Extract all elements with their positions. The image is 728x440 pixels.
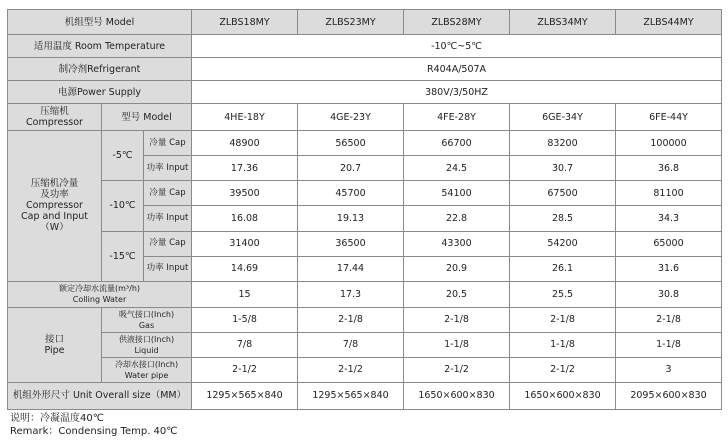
input-value: 22.8 xyxy=(404,206,510,231)
input-value: 30.7 xyxy=(510,156,616,181)
compressor-label-en: Compressor xyxy=(26,117,83,129)
pipe-row-label-en: Liquid xyxy=(134,345,159,355)
pipe-value: 2-1/8 xyxy=(510,307,616,332)
size-row xyxy=(8,382,722,409)
pipe-value: 2-1/8 xyxy=(616,307,722,332)
model-name: ZLBS18MY xyxy=(192,10,298,35)
cooling-water-value: 25.5 xyxy=(510,281,616,307)
cap-value: 45700 xyxy=(298,181,404,206)
input-label: 功率 Input xyxy=(144,156,192,181)
compressor-model: 4GE-23Y xyxy=(298,104,404,131)
pipe-value: 2-1/8 xyxy=(298,307,404,332)
pipe-row xyxy=(8,307,722,332)
pipe-value: 1-5/8 xyxy=(192,307,298,332)
pipe-value: 1-1/8 xyxy=(616,332,722,357)
pipe-row-label xyxy=(102,307,192,332)
model-name: ZLBS34MY xyxy=(510,10,616,35)
pipe-value: 7/8 xyxy=(192,332,298,357)
compressor-label xyxy=(8,104,102,131)
pipe-label-cn: 接口 xyxy=(44,333,64,345)
cap-value: 66700 xyxy=(404,131,510,156)
model-row xyxy=(8,10,722,35)
compressor-model: 6FE-44Y xyxy=(616,104,722,131)
pipe-value: 2-1/2 xyxy=(510,357,616,382)
input-value: 19.13 xyxy=(298,206,404,231)
pipe-value: 2-1/2 xyxy=(404,357,510,382)
pipe-row xyxy=(8,332,722,357)
size-value: 1650×600×830 xyxy=(510,382,616,409)
remark-cn: 说明：冷凝温度40℃ xyxy=(10,413,104,424)
room-temp-label: 适用温度 Room Temperature xyxy=(8,35,192,58)
refrigerant-row xyxy=(8,58,722,81)
compressor-row xyxy=(8,104,722,131)
input-value: 28.5 xyxy=(510,206,616,231)
power-value: 380V/3/50HZ xyxy=(192,81,722,104)
pipe-row-label-cn: 供液接口(Inch) xyxy=(118,334,175,344)
pipe-value: 2-1/8 xyxy=(404,307,510,332)
compressor-model: 4FE-28Y xyxy=(404,104,510,131)
cooling-water-value: 15 xyxy=(192,281,298,307)
refrigerant-value: R404A/507A xyxy=(192,58,722,81)
room-temp-value: -10℃~5℃ xyxy=(192,35,722,58)
cooling-water-value: 17.3 xyxy=(298,281,404,307)
room-temp-row xyxy=(8,35,722,58)
input-value: 20.7 xyxy=(298,156,404,181)
size-value: 1295×565×840 xyxy=(298,382,404,409)
input-value: 24.5 xyxy=(404,156,510,181)
cooling-water-row xyxy=(8,281,722,307)
cap-value: 54200 xyxy=(510,231,616,256)
model-label: 机组型号 Model xyxy=(8,10,192,35)
input-value: 20.9 xyxy=(404,256,510,281)
input-value: 14.69 xyxy=(192,256,298,281)
input-value: 34.3 xyxy=(616,206,722,231)
cooling-water-value: 30.8 xyxy=(616,281,722,307)
cap-label: 冷量 Cap xyxy=(144,181,192,206)
input-value: 26.1 xyxy=(510,256,616,281)
size-value: 1295×565×840 xyxy=(192,382,298,409)
refrigerant-label: 制冷剂Refrigerant xyxy=(8,58,192,81)
compressor-model-label: 型号 Model xyxy=(102,104,192,131)
cap-value: 31400 xyxy=(192,231,298,256)
cap-value: 67500 xyxy=(510,181,616,206)
cap-value: 36500 xyxy=(298,231,404,256)
pipe-value: 7/8 xyxy=(298,332,404,357)
cap-value: 83200 xyxy=(510,131,616,156)
size-label: 机组外形尺寸 Unit Overall size（MM） xyxy=(8,382,192,409)
capacity-label-en: Cap and Input xyxy=(21,211,88,223)
pipe-value: 1-1/8 xyxy=(404,332,510,357)
capacity-label xyxy=(8,131,102,281)
model-name: ZLBS28MY xyxy=(404,10,510,35)
cap-value: 48900 xyxy=(192,131,298,156)
cooling-water-label-cn: 额定冷却水流量(m³/h) xyxy=(59,284,141,294)
cap-value: 65000 xyxy=(616,231,722,256)
pipe-row-label-en: Water pipe xyxy=(124,370,169,380)
pipe-value: 3 xyxy=(616,357,722,382)
remark-en: Remark：Condensing Temp. 40℃ xyxy=(10,426,178,437)
capacity-label-en: Compressor xyxy=(26,200,83,212)
pipe-value: 2-1/2 xyxy=(298,357,404,382)
model-name: ZLBS44MY xyxy=(616,10,722,35)
pipe-label-en: Pipe xyxy=(44,344,65,356)
cap-row xyxy=(8,131,722,156)
capacity-label-cn: 及功率 xyxy=(40,189,69,201)
input-label: 功率 Input xyxy=(144,256,192,281)
capacity-label-cn: 压缩机冷量 xyxy=(30,178,79,190)
cap-label: 冷量 Cap xyxy=(144,131,192,156)
compressor-label-cn: 压缩机 xyxy=(40,106,69,118)
pipe-row-label-en: Gas xyxy=(138,320,155,330)
compressor-model: 4HE-18Y xyxy=(192,104,298,131)
spec-table xyxy=(7,9,722,410)
cap-value: 43300 xyxy=(404,231,510,256)
input-value: 36.8 xyxy=(616,156,722,181)
input-label: 功率 Input xyxy=(144,206,192,231)
compressor-model: 6GE-34Y xyxy=(510,104,616,131)
cap-value: 81100 xyxy=(616,181,722,206)
pipe-value: 2-1/2 xyxy=(192,357,298,382)
size-value: 1650×600×830 xyxy=(404,382,510,409)
cap-row xyxy=(8,181,722,206)
remarks xyxy=(10,412,178,438)
size-value: 2095×600×830 xyxy=(616,382,722,409)
input-value: 16.08 xyxy=(192,206,298,231)
cap-value: 54100 xyxy=(404,181,510,206)
pipe-label xyxy=(8,307,102,382)
capacity-label-unit: （W） xyxy=(40,222,69,234)
cap-row xyxy=(8,231,722,256)
input-value: 17.44 xyxy=(298,256,404,281)
temp-label: -5℃ xyxy=(102,131,144,181)
cooling-water-label-en: Colling Water xyxy=(72,295,127,305)
temp-label: -15℃ xyxy=(102,231,144,281)
input-value: 31.6 xyxy=(616,256,722,281)
cooling-water-label xyxy=(8,281,192,307)
cap-label: 冷量 Cap xyxy=(144,231,192,256)
pipe-row-label-cn: 冷却水接口(Inch) xyxy=(114,359,179,369)
pipe-row xyxy=(8,357,722,382)
power-row xyxy=(8,81,722,104)
pipe-row-label xyxy=(102,332,192,357)
pipe-row-label-cn: 吸气接口(Inch) xyxy=(118,309,175,319)
cooling-water-value: 20.5 xyxy=(404,281,510,307)
cap-value: 100000 xyxy=(616,131,722,156)
pipe-row-label xyxy=(102,357,192,382)
pipe-value: 1-1/8 xyxy=(510,332,616,357)
input-value: 17.36 xyxy=(192,156,298,181)
cap-value: 56500 xyxy=(298,131,404,156)
power-label: 电源Power Supply xyxy=(8,81,192,104)
cap-value: 39500 xyxy=(192,181,298,206)
model-name: ZLBS23MY xyxy=(298,10,404,35)
temp-label: -10℃ xyxy=(102,181,144,231)
